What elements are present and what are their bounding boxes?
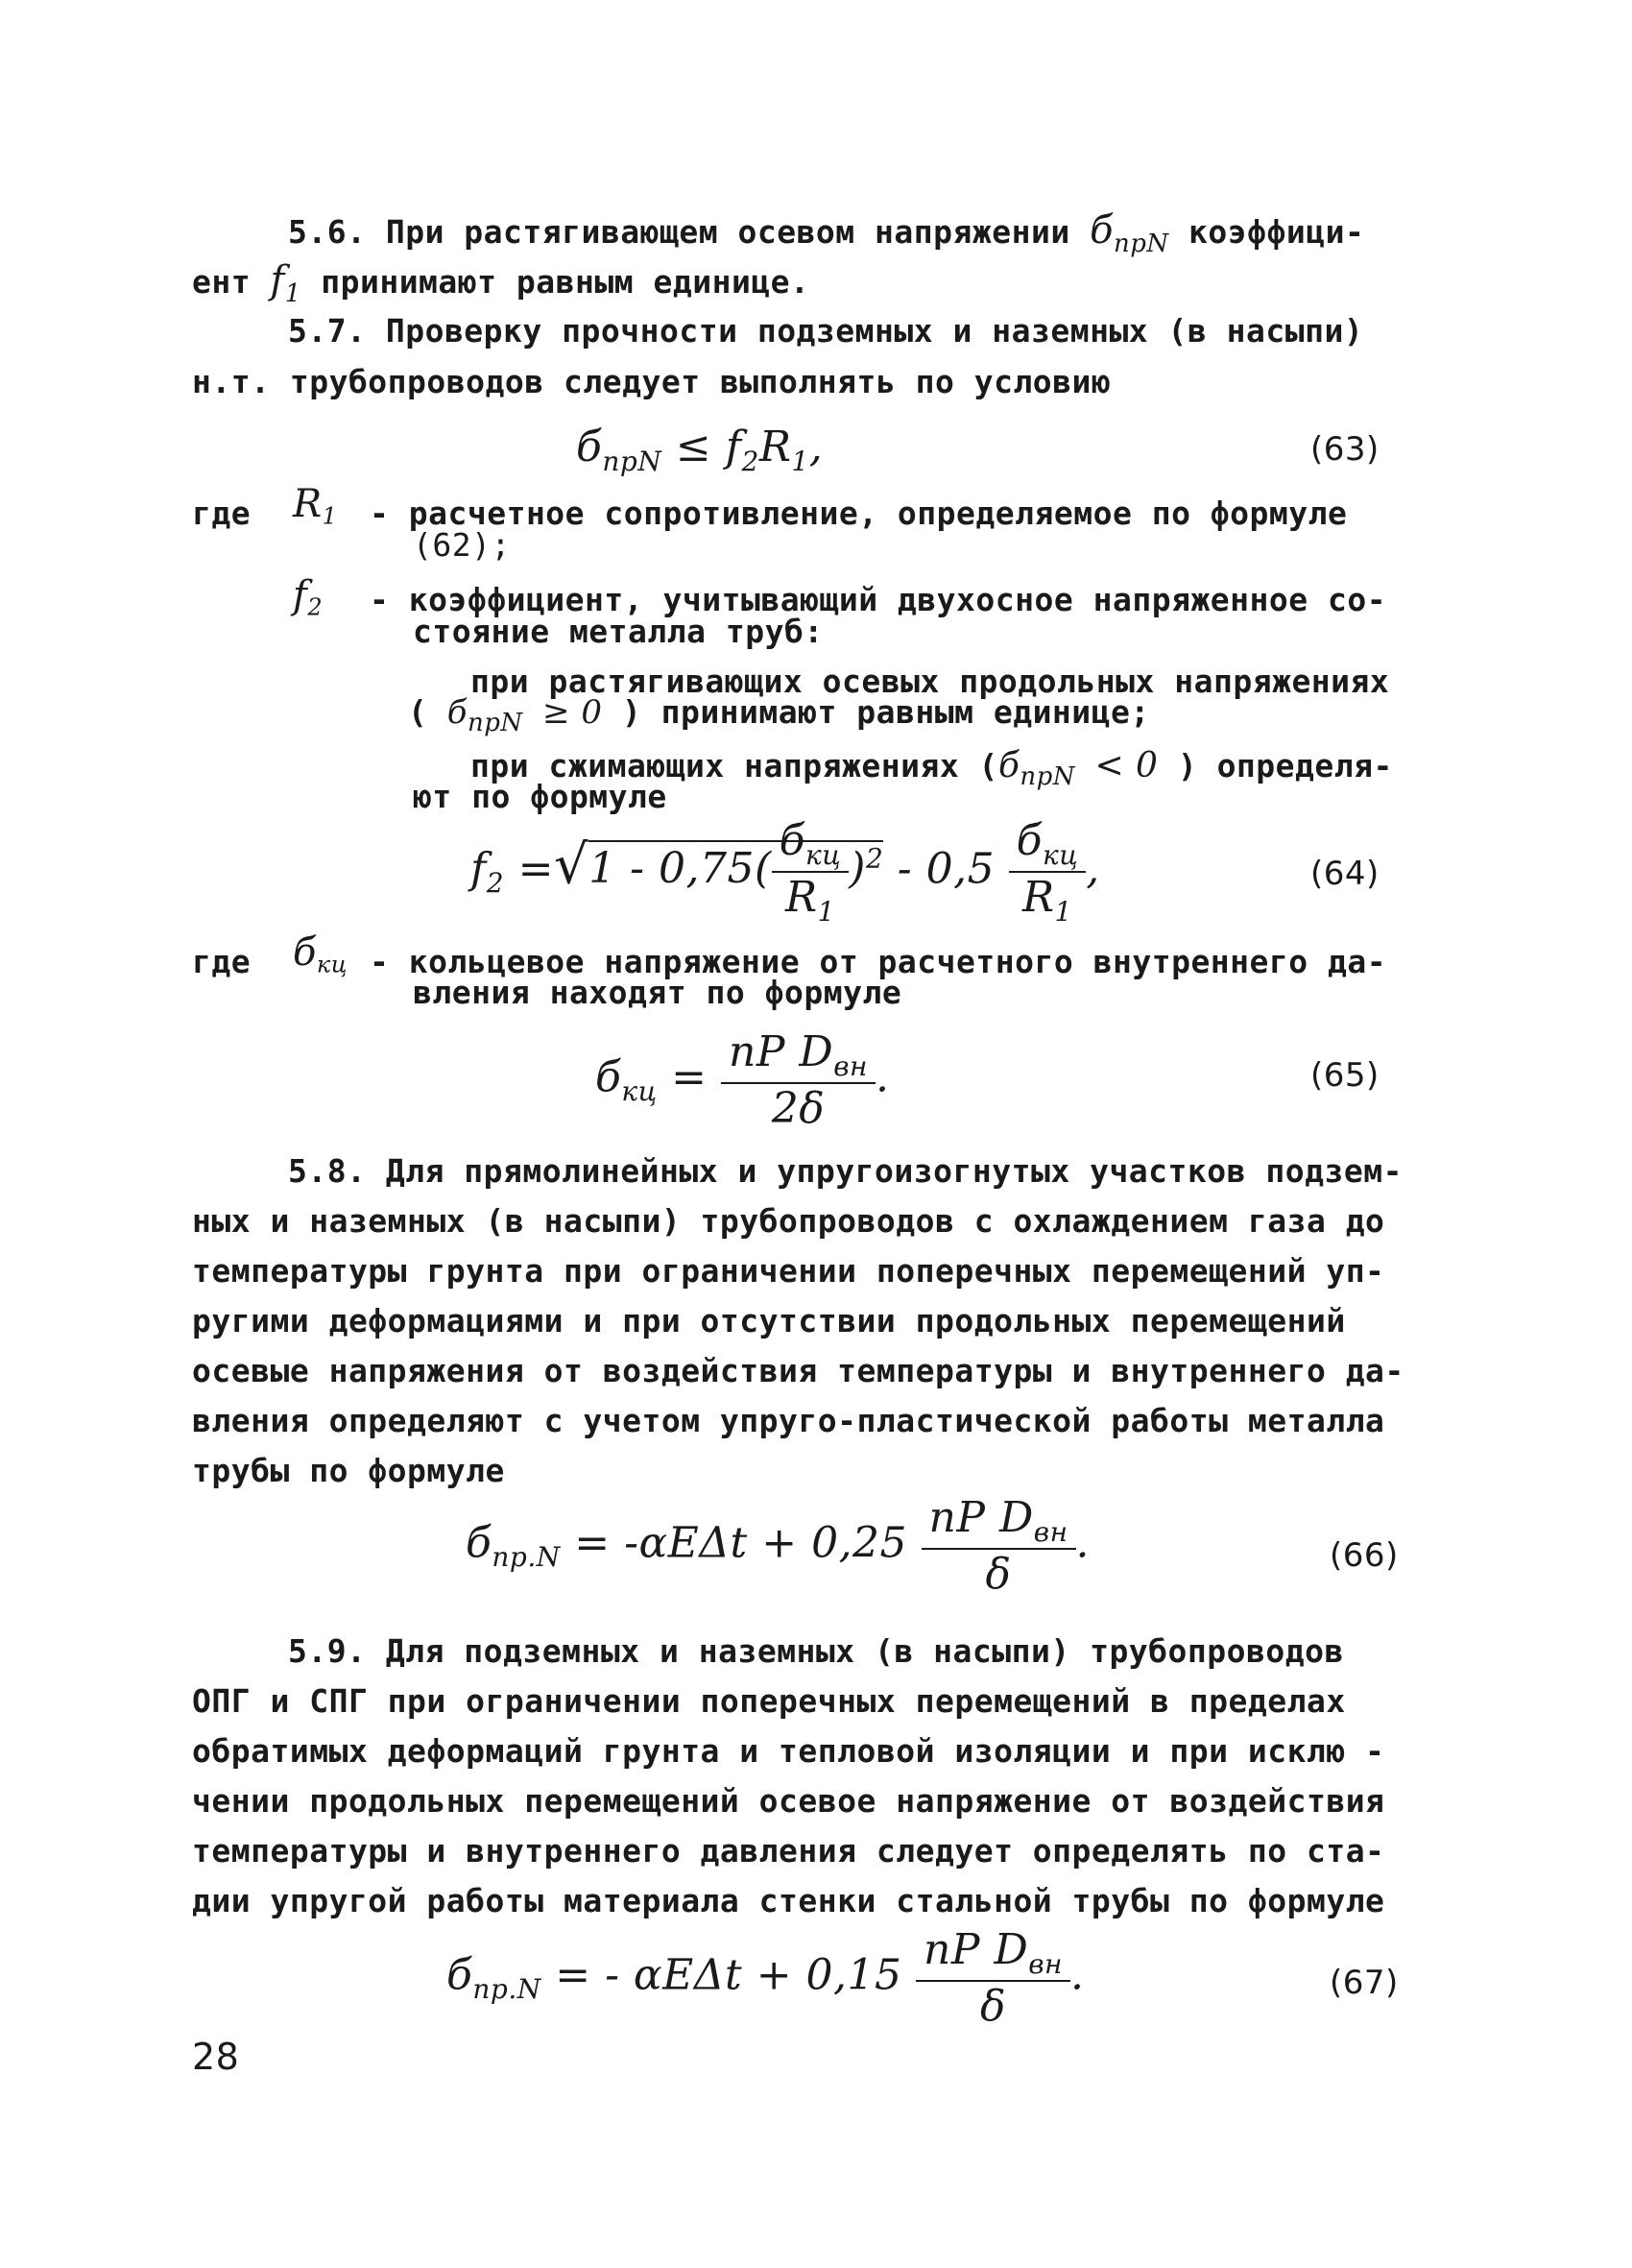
f67-num-glyph: nP D — [924, 1925, 1029, 1974]
s5-8-line-5: осевые напряжения от воздействия температуры и внутреннего да- — [192, 1352, 1404, 1389]
sigma-subscript: прN — [1114, 229, 1169, 258]
compress-sigma-sub: прN — [1020, 762, 1076, 792]
s5-8-line-2: ных и наземных (в насыпи) трубопроводов с охлаждением газа до — [192, 1202, 1385, 1240]
equation-number-64: (64) — [1310, 855, 1380, 893]
f67-frac — [916, 1925, 1070, 2031]
compress-start: при сжимающих напряжениях ( — [470, 747, 998, 784]
f65-num-glyph: nP D — [729, 1027, 834, 1076]
f64-sqrt-body: 1 - 0,75( $\frac{б_{кц}}{R_1}$ )$^2$ — [588, 816, 884, 928]
f63-rel: ≤ — [675, 422, 712, 471]
r1-text-a: - расчетное сопротивление, определяемое по формуле — [370, 495, 1348, 532]
tension-rel: ≥ 0 — [542, 693, 603, 732]
compress-sigma — [997, 746, 1076, 792]
f64-frac2-den-sub: 1 — [1054, 895, 1072, 928]
s5-6-text: 5.6. При растягивающем осевом напряжении — [288, 213, 1070, 251]
f2-symbol — [293, 573, 324, 627]
f64-frac2-den — [1009, 873, 1087, 928]
f1-symbol — [270, 258, 301, 308]
f67-eq: = - αEΔt + 0,15 — [555, 1950, 902, 2000]
tension-sigma — [446, 693, 523, 737]
f65-num — [721, 1027, 876, 1084]
s5-9-line-6: дии упругой работы материала стенки стальной трубы по формуле — [192, 1882, 1385, 1919]
f64-frac1-den — [772, 873, 850, 928]
f63-rhs2-sub: 1 — [791, 445, 809, 477]
f66-frac — [922, 1493, 1076, 1599]
compress-rel: < 0 — [1094, 746, 1159, 785]
tension-sigma-sub: прN — [468, 708, 523, 737]
f63-rhs: f — [725, 422, 742, 471]
f66-lhs-sub: пр.N — [492, 1541, 561, 1574]
f64-frac2-den-glyph: R — [1021, 872, 1055, 922]
f66-num-sub: вн — [1033, 1515, 1068, 1548]
tension-open-paren: ( — [408, 693, 428, 731]
f64-frac-1 — [772, 816, 850, 928]
sigma-prn-symbol — [1090, 208, 1169, 258]
f67-num-sub: вн — [1028, 1947, 1063, 1980]
f64-frac2-num-sub: кц — [1042, 838, 1079, 871]
f64-minus: - 0,5 — [897, 844, 996, 894]
r1-symbol — [293, 482, 338, 536]
f64-eq: = — [517, 844, 554, 894]
s5-7-line-1: 5.7. Проверку прочности подземных и наземных (в насыпи) — [288, 312, 1364, 350]
skc-text-a: - кольцевое напряжение от расчетного внутреннего да- — [370, 943, 1387, 980]
f66-lhs: б — [466, 1518, 492, 1568]
f66-num-glyph: nP D — [928, 1493, 1034, 1542]
formula-64 — [470, 816, 1100, 928]
skc-sub: кц — [316, 951, 348, 978]
f64-frac1-num-sub: кц — [805, 838, 842, 871]
f66-den: δ — [985, 1549, 1012, 1599]
s5-8-line-6: вления определяют с учетом упруго-пластической работы металла — [192, 1402, 1385, 1439]
f67-den: δ — [980, 1981, 1007, 2031]
f2-glyph: f — [293, 573, 308, 617]
f65-lhs: б — [595, 1052, 622, 1102]
f67-lhs-sub: пр.N — [472, 1973, 541, 2006]
equation-number-63: (63) — [1310, 430, 1380, 469]
f64-frac1-den-sub: 1 — [817, 895, 835, 928]
s5-8-line-3: температуры грунта при ограничении поперечных перемещений уп- — [192, 1252, 1385, 1290]
f64-power: 2 — [865, 842, 884, 875]
s5-8-line-1: 5.8. Для прямолинейных и упругоизогнутых участков подзем- — [288, 1152, 1403, 1190]
f63-lhs-sub: прN — [602, 445, 662, 477]
formula-63 — [576, 422, 823, 477]
s5-6-line2-end: принимают равным единице. — [321, 263, 810, 301]
f64-frac1-num-glyph: б — [779, 816, 806, 865]
f63-rhs2: R — [758, 422, 792, 471]
f64-lhs: f — [470, 844, 487, 894]
sigma-glyph: б — [1090, 208, 1115, 253]
f66-tail: . — [1075, 1518, 1091, 1568]
f64-tail: , — [1086, 844, 1100, 894]
equation-number-67: (67) — [1330, 1964, 1399, 2002]
s5-9-line-4: чении продольных перемещений осевое напряжение от воздействия — [192, 1782, 1385, 1820]
f67-lhs: б — [446, 1950, 473, 2000]
f2-sub: 2 — [307, 593, 324, 621]
s5-6-text-end: коэффици- — [1188, 213, 1365, 251]
f67-tail: . — [1070, 1950, 1085, 2000]
where-label-2: где — [192, 943, 252, 980]
f2-text-a: - коэффициент, учитывающий двухосное напряженное со- — [370, 581, 1387, 618]
f64-frac-2 — [1009, 816, 1087, 928]
f65-tail: . — [875, 1052, 890, 1102]
where-label-1: где — [192, 495, 252, 532]
f67-num — [916, 1925, 1070, 1982]
compress-text-b: ют по формуле — [413, 778, 667, 815]
f-glyph: f — [270, 258, 285, 302]
f64-frac2-num — [1009, 816, 1087, 873]
f65-den: 2δ — [771, 1083, 826, 1133]
f65-lhs-sub: кц — [621, 1075, 658, 1108]
r-glyph: R — [293, 482, 323, 526]
s5-6-line2-start: ент — [192, 263, 252, 301]
f1-subscript: 1 — [284, 279, 301, 308]
tension-sigma-glyph: б — [446, 693, 468, 732]
f64-lhs-sub: 2 — [486, 867, 505, 900]
formula-66 — [466, 1493, 1090, 1599]
s5-6-line-2 — [192, 258, 810, 313]
skc-text-b: вления находят по формуле — [413, 974, 902, 1011]
s5-9-line-1: 5.9. Для подземных и наземных (в насыпи) трубопроводов — [288, 1632, 1344, 1670]
f65-frac — [721, 1027, 876, 1133]
f64-frac1-den-glyph: R — [785, 872, 818, 922]
equation-number-66: (66) — [1330, 1536, 1399, 1575]
tension-text-b — [408, 693, 1150, 742]
f63-rhs-sub: 2 — [741, 445, 759, 477]
formula-65 — [595, 1027, 889, 1133]
tension-text-a: при растягивающих осевых продольных напряжениях — [470, 663, 1390, 700]
f64-sqrt-text: 1 - 0,75 — [588, 844, 755, 894]
s5-7-line-2: н.т. трубопроводов следует выполнять по условию — [192, 363, 1112, 400]
s5-9-line-3: обратимых деформаций грунта и тепловой изоляции и при исклю - — [192, 1732, 1385, 1770]
f63-tail: , — [808, 422, 824, 471]
f66-eq: = -αEΔt + 0,25 — [574, 1518, 908, 1568]
s5-8-line-7: трубы по формуле — [192, 1452, 505, 1489]
page-number: 28 — [192, 2036, 240, 2078]
s5-9-line-2: ОПГ и СПГ при ограничении поперечных перемещений в пределах — [192, 1682, 1346, 1720]
compress-end: ) определя- — [1177, 747, 1393, 784]
f64-frac2-num-glyph: б — [1016, 816, 1043, 865]
f64-frac1-num — [772, 816, 850, 873]
formula-67 — [446, 1925, 1085, 2031]
compress-sigma-glyph: б — [997, 746, 1020, 785]
r1-text-b: (62); — [413, 526, 511, 564]
sqrt-icon: √ — [554, 833, 589, 897]
f63-lhs: б — [576, 422, 603, 471]
f65-num-sub: вн — [833, 1050, 868, 1082]
s5-9-line-5: температуры и внутреннего давления следует определять по ста- — [192, 1832, 1385, 1870]
s5-8-line-4: ругими деформациями и при отсутствии продольных перемещений — [192, 1302, 1346, 1339]
skc-glyph: б — [293, 930, 317, 975]
skc-symbol — [293, 930, 348, 984]
r1-sub: 1 — [322, 502, 338, 530]
f66-num — [922, 1493, 1076, 1550]
equation-number-65: (65) — [1310, 1056, 1380, 1095]
s5-6-line-1 — [288, 208, 1365, 263]
f2-text-b: стояние металла труб: — [413, 613, 824, 650]
tension-close: ) принимают равным единице; — [621, 693, 1150, 731]
f65-eq: = — [671, 1052, 708, 1102]
